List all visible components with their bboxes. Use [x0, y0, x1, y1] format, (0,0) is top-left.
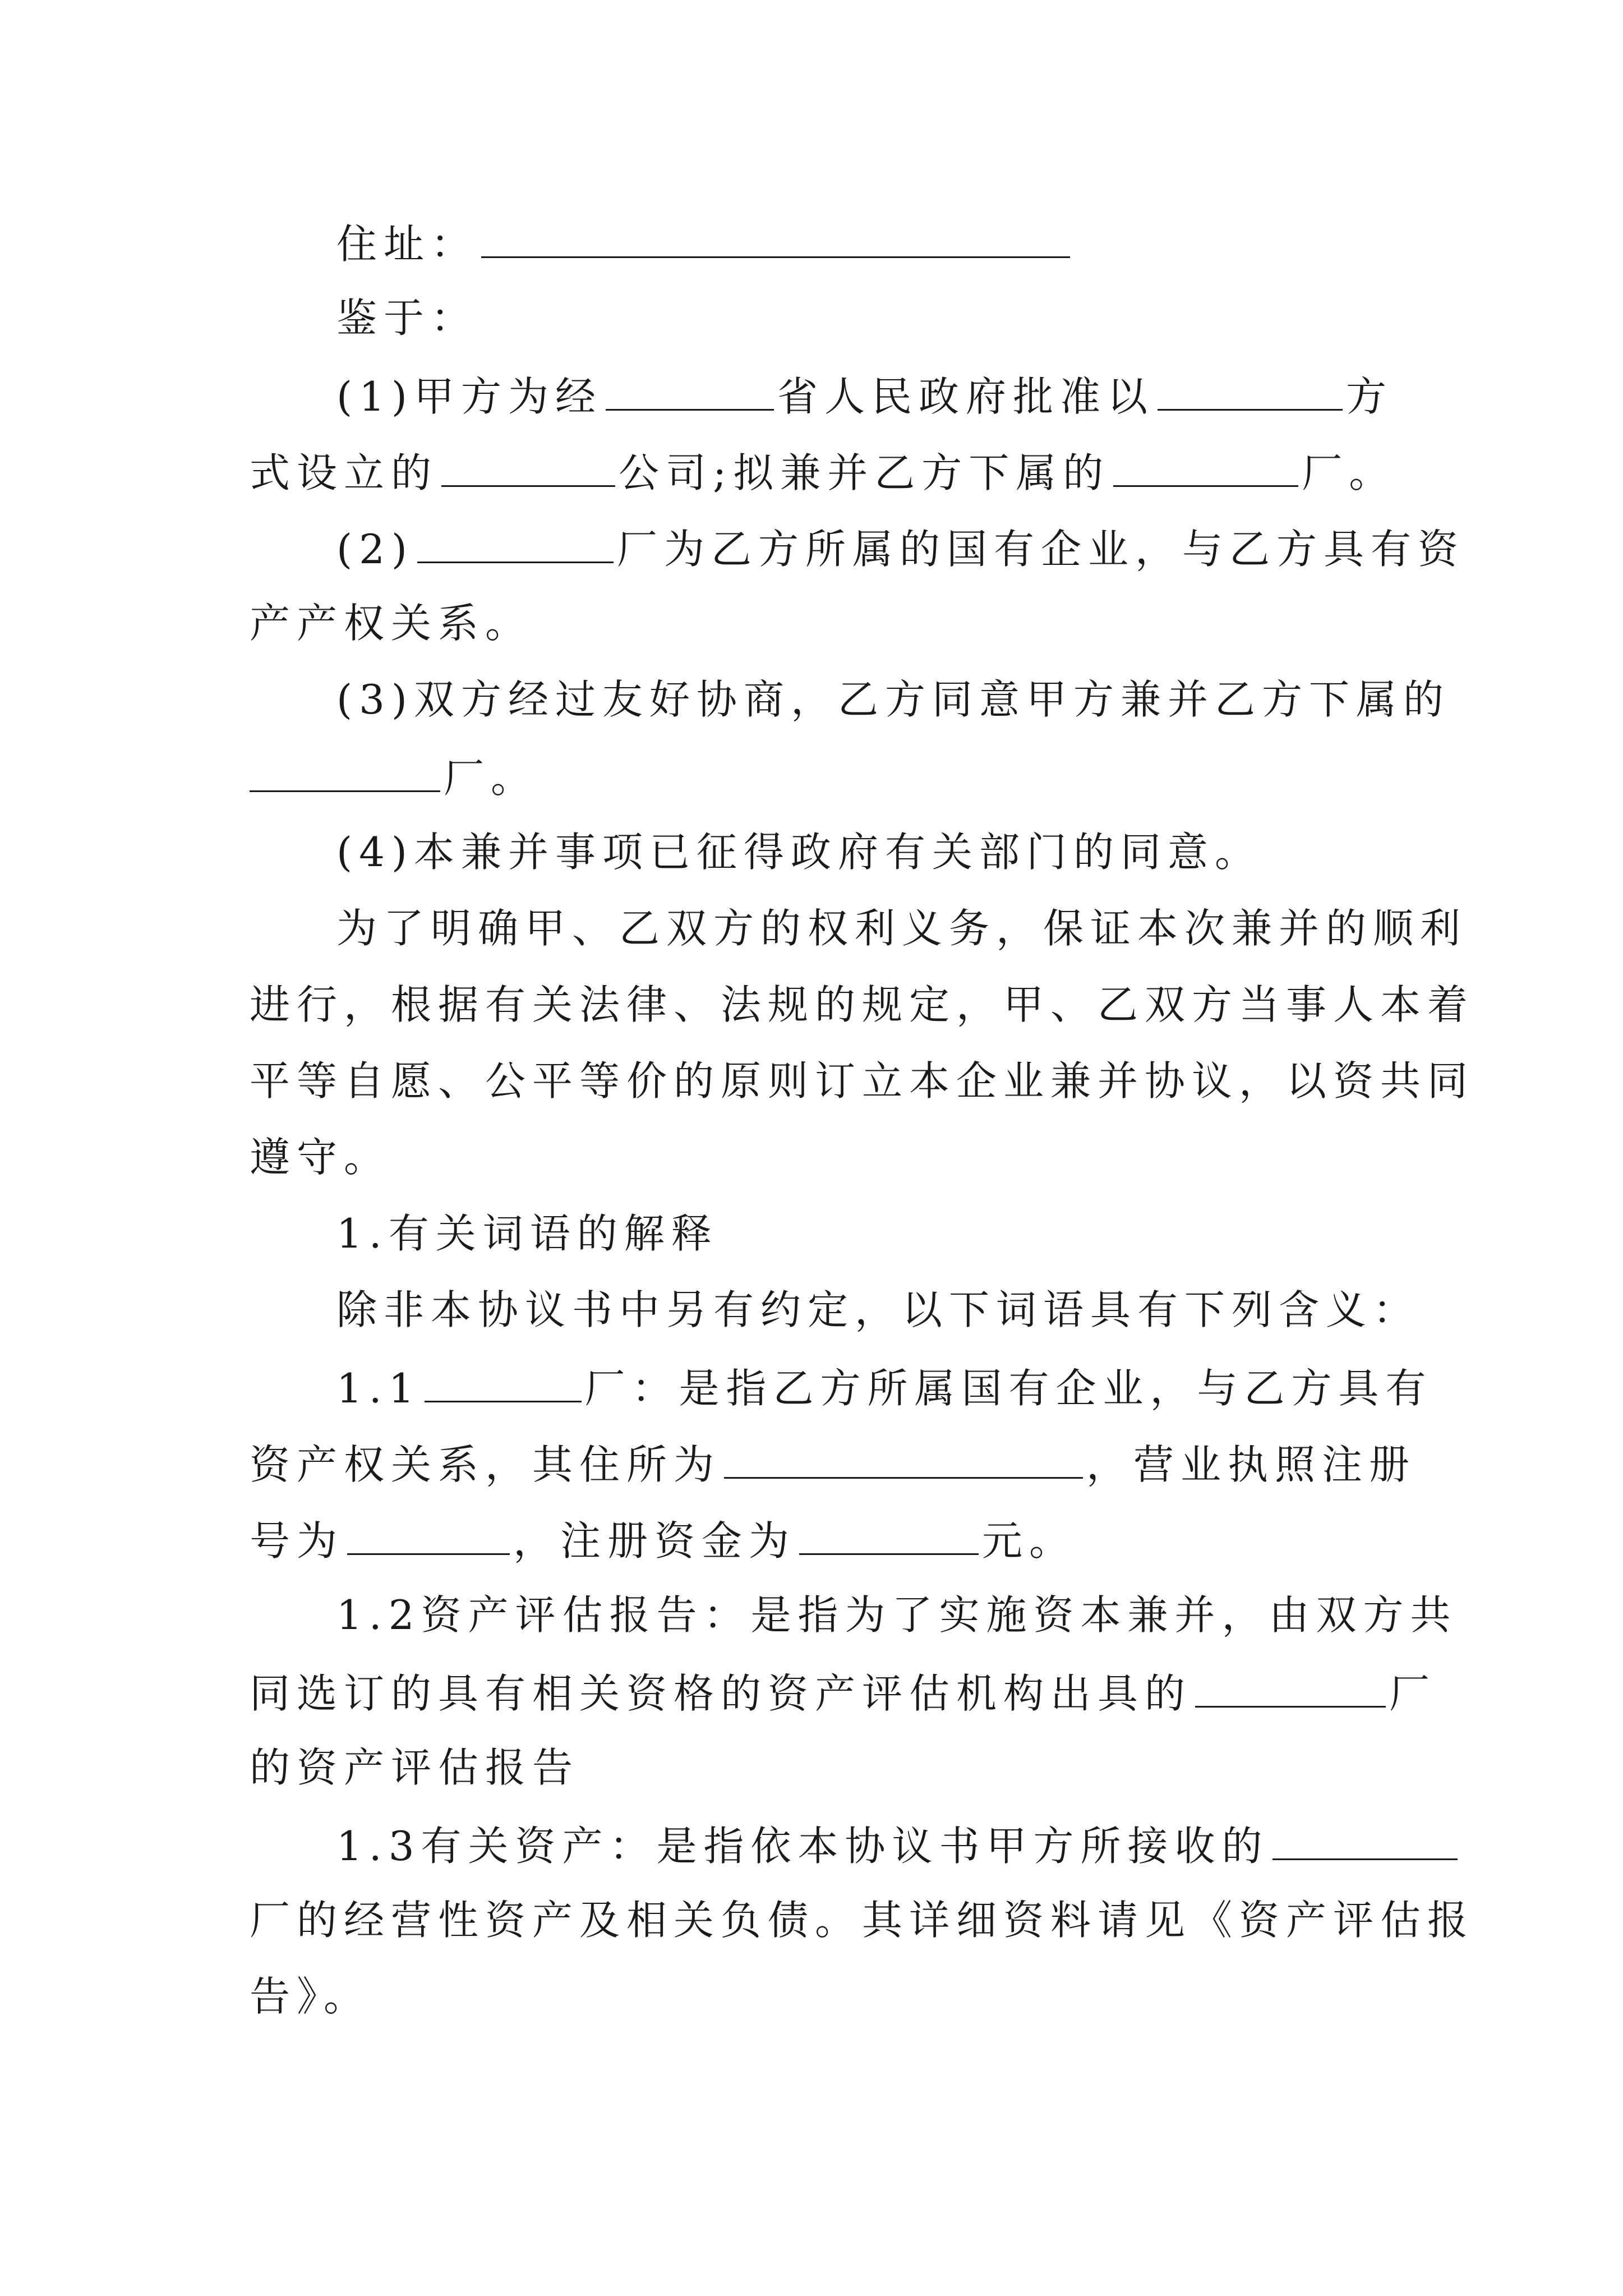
text-line [336, 1286, 1421, 1333]
text-segment: 1.有关词语的解释 [336, 1210, 718, 1257]
text-segment: 除非本协议书中另有约定，以下词语具有下列含义： [336, 1286, 1421, 1333]
fill-in-blank [1195, 1671, 1386, 1708]
text-line [250, 449, 1396, 496]
text-line [250, 1973, 371, 2020]
fill-in-blank [481, 222, 1070, 258]
text-line [336, 220, 1073, 268]
text-line [336, 1210, 718, 1257]
fill-in-blank [250, 756, 440, 792]
text-segment: 的资产评估报告 [250, 1744, 580, 1791]
text-segment: 为了明确甲、乙双方的权利义务，保证本次兼并的顺利 [336, 905, 1468, 952]
text-line [336, 676, 1450, 723]
text-line [250, 1670, 1437, 1717]
text-segment: 式设立的 [250, 449, 439, 496]
text-segment: 平等自愿、公平等价的原则订立本企业兼并协议，以资共同 [250, 1057, 1475, 1105]
text-line [336, 1365, 1433, 1412]
text-segment: 方 [1346, 373, 1394, 420]
text-line [250, 1134, 391, 1181]
fill-in-blank [724, 1442, 1083, 1479]
fill-in-blank [1113, 450, 1298, 487]
text-segment: (2) [336, 526, 414, 573]
text-segment: 公司;拟兼并乙方下属的 [619, 449, 1110, 496]
fill-in-blank [606, 374, 774, 411]
fill-in-blank [347, 1519, 510, 1555]
fill-in-blank [1272, 1824, 1458, 1860]
text-segment: 号为 [250, 1517, 344, 1565]
text-line [250, 1897, 1475, 1944]
text-segment: 省人民政府批准以 [777, 373, 1155, 420]
text-line [250, 981, 1475, 1028]
text-line [250, 1744, 580, 1791]
text-line [250, 1057, 1475, 1105]
text-segment: 产产权关系。 [250, 600, 533, 647]
text-segment: 1.1 [336, 1365, 421, 1412]
text-segment: 进行，根据有关法律、法规的规定，甲、乙双方当事人本着 [250, 981, 1475, 1028]
text-segment: 1.2资产评估报告：是指为了实施资本兼并，由双方共 [336, 1591, 1458, 1639]
text-line [336, 905, 1468, 952]
text-segment: 住址： [336, 220, 478, 268]
fill-in-blank [799, 1519, 979, 1555]
text-segment: 遵守。 [250, 1134, 391, 1181]
text-segment: 厂 [1389, 1670, 1437, 1717]
text-segment: (1)甲方为经 [336, 373, 602, 420]
text-segment: 厂。 [1302, 449, 1396, 496]
text-segment: (4)本兼并事项已征得政府有关部门的同意。 [336, 829, 1262, 876]
text-line [336, 829, 1262, 876]
fill-in-blank [1158, 374, 1343, 411]
text-segment: 1.3有关资产：是指依本协议书甲方所接收的 [336, 1823, 1269, 1870]
text-line [250, 600, 533, 647]
text-segment: 厂：是指乙方所属国有企业，与乙方具有 [584, 1365, 1433, 1412]
text-segment: 厂的经营性资产及相关负债。其详细资料请见《资产评估报 [250, 1897, 1475, 1944]
text-segment: 鉴于： [336, 295, 478, 342]
text-line [336, 1591, 1458, 1639]
text-segment: (3)双方经过友好协商，乙方同意甲方兼并乙方下属的 [336, 676, 1450, 723]
text-segment: 资产权关系，其住所为 [250, 1441, 721, 1488]
text-line [336, 1823, 1461, 1870]
fill-in-blank [425, 1366, 582, 1402]
fill-in-blank [417, 527, 614, 563]
text-line [250, 1441, 1417, 1488]
text-line [336, 526, 1465, 573]
text-line [336, 295, 478, 342]
text-segment: 厂为乙方所属的国有企业，与乙方具有资 [617, 526, 1465, 573]
text-segment: 元。 [982, 1517, 1077, 1565]
fill-in-blank [441, 450, 615, 487]
text-line [250, 1517, 1077, 1565]
text-segment: 告》。 [250, 1973, 371, 2020]
text-line [250, 754, 538, 802]
text-line [336, 373, 1394, 420]
text-segment: 同选订的具有相关资格的资产评估机构出具的 [250, 1670, 1192, 1717]
text-segment: ，注册资金为 [513, 1517, 796, 1565]
text-segment: ，营业执照注册 [1086, 1441, 1417, 1488]
text-segment: 厂。 [444, 754, 538, 802]
